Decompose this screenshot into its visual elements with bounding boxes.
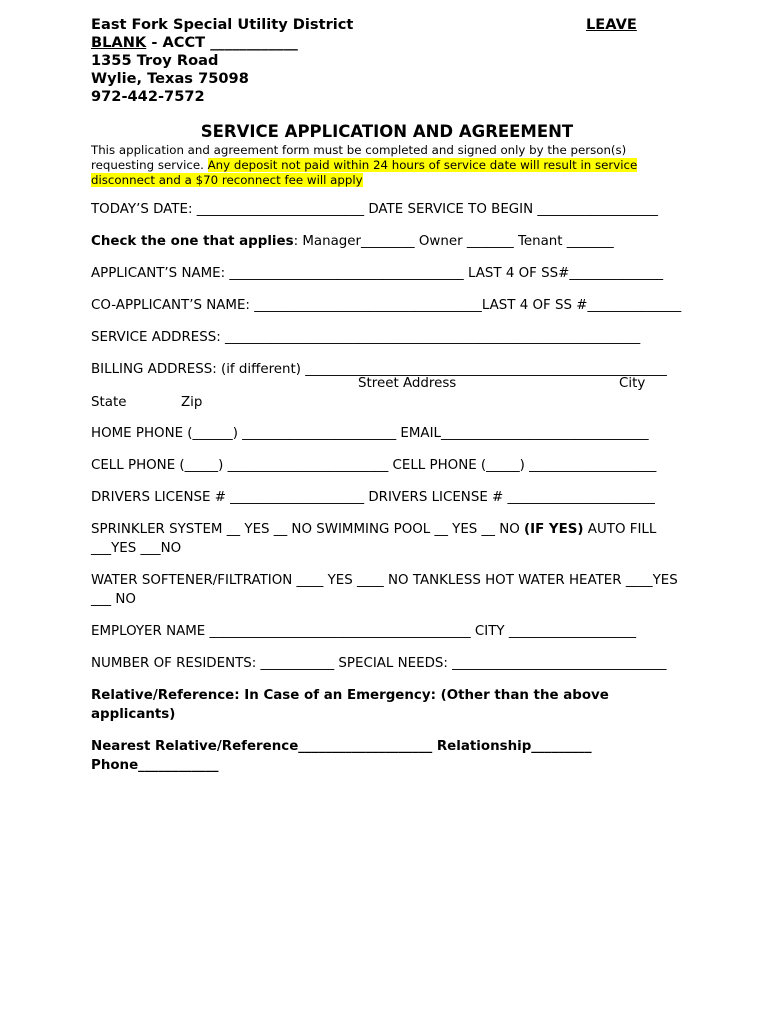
- co-applicant-name-field[interactable]: CO-APPLICANT’S NAME: __________________________________LAST 4 OF SS #______________: [91, 298, 682, 313]
- acct-field[interactable]: - ACCT ____________: [146, 34, 298, 51]
- leave-label: LEAVE: [586, 16, 637, 33]
- city-label: City: [619, 376, 646, 391]
- todays-date-field[interactable]: TODAY’S DATE: _________________________ DATE SERVICE TO BEGIN __________________: [91, 202, 658, 217]
- intro-plain: This application and agreement form must be completed and signed only by the person(s) requesting service.: [91, 143, 627, 172]
- billing-address-labels-2: [91, 393, 683, 412]
- occupancy-options[interactable]: : Manager________ Owner _______ Tenant _______: [293, 234, 614, 249]
- org-phone: 972-442-7572: [91, 88, 205, 105]
- application-form: [91, 16, 683, 775]
- nearest-relative-field[interactable]: Nearest Relative/Reference____________________ Relationship_________ Phone____________: [91, 739, 592, 773]
- state-label: State: [91, 395, 127, 410]
- blank-label: BLANK: [91, 34, 147, 51]
- check-label: Check the one that applies: [91, 234, 294, 249]
- home-phone-email-field[interactable]: HOME PHONE (______) _______________________ EMAIL_______________________________: [91, 426, 649, 441]
- street-address: 1355 Troy Road: [91, 52, 219, 69]
- deposit-notice: Any deposit not paid within 24 hours of service date will result in service disconnect and a $70 reconnect fee will apply: [91, 158, 638, 187]
- zip-label: Zip: [181, 395, 203, 410]
- emergency-reference-heading: Relative/Reference: In Case of an Emergency: (Other than the above applicants): [91, 688, 609, 722]
- sprinkler-pool-field[interactable]: [91, 520, 683, 558]
- residents-field[interactable]: NUMBER OF RESIDENTS: ___________ SPECIAL NEEDS: ________________________________: [91, 656, 667, 671]
- org-name: East Fork Special Utility District: [91, 16, 354, 33]
- auto-fill-text[interactable]: AUTO FILL ___YES ___NO: [91, 522, 657, 556]
- billing-address-field[interactable]: BILLING ADDRESS: (if different) ______________________________________________________: [91, 362, 667, 377]
- if-yes-label: (IF YES): [524, 522, 584, 537]
- form-title: SERVICE APPLICATION AND AGREEMENT: [200, 122, 574, 141]
- sprinkler-text[interactable]: SPRINKLER SYSTEM __ YES __ NO SWIMMING POOL __ YES __ NO: [91, 522, 525, 537]
- street-address-label: Street Address: [358, 376, 457, 391]
- acct-line: [91, 34, 683, 52]
- cell-phone-field[interactable]: CELL PHONE (_____) ________________________ CELL PHONE (_____) ___________________: [91, 458, 657, 473]
- intro-text: [91, 143, 683, 188]
- letterhead: [91, 16, 683, 106]
- city-state-zip: Wylie, Texas 75098: [91, 70, 249, 87]
- employer-field[interactable]: EMPLOYER NAME _______________________________________ CITY ___________________: [91, 624, 637, 639]
- billing-address-labels: [91, 374, 683, 393]
- service-address-field[interactable]: SERVICE ADDRESS: ______________________________________________________________: [91, 330, 641, 345]
- water-softener-field[interactable]: WATER SOFTENER/FILTRATION ____ YES ____ NO TANKLESS HOT WATER HEATER ____YES ___ NO: [91, 573, 678, 607]
- applicant-name-field[interactable]: APPLICANT’S NAME: ___________________________________ LAST 4 OF SS#______________: [91, 266, 664, 281]
- occupancy-type-field[interactable]: [91, 232, 683, 251]
- drivers-license-field[interactable]: DRIVERS LICENSE # ____________________ DRIVERS LICENSE # ______________________: [91, 490, 655, 505]
